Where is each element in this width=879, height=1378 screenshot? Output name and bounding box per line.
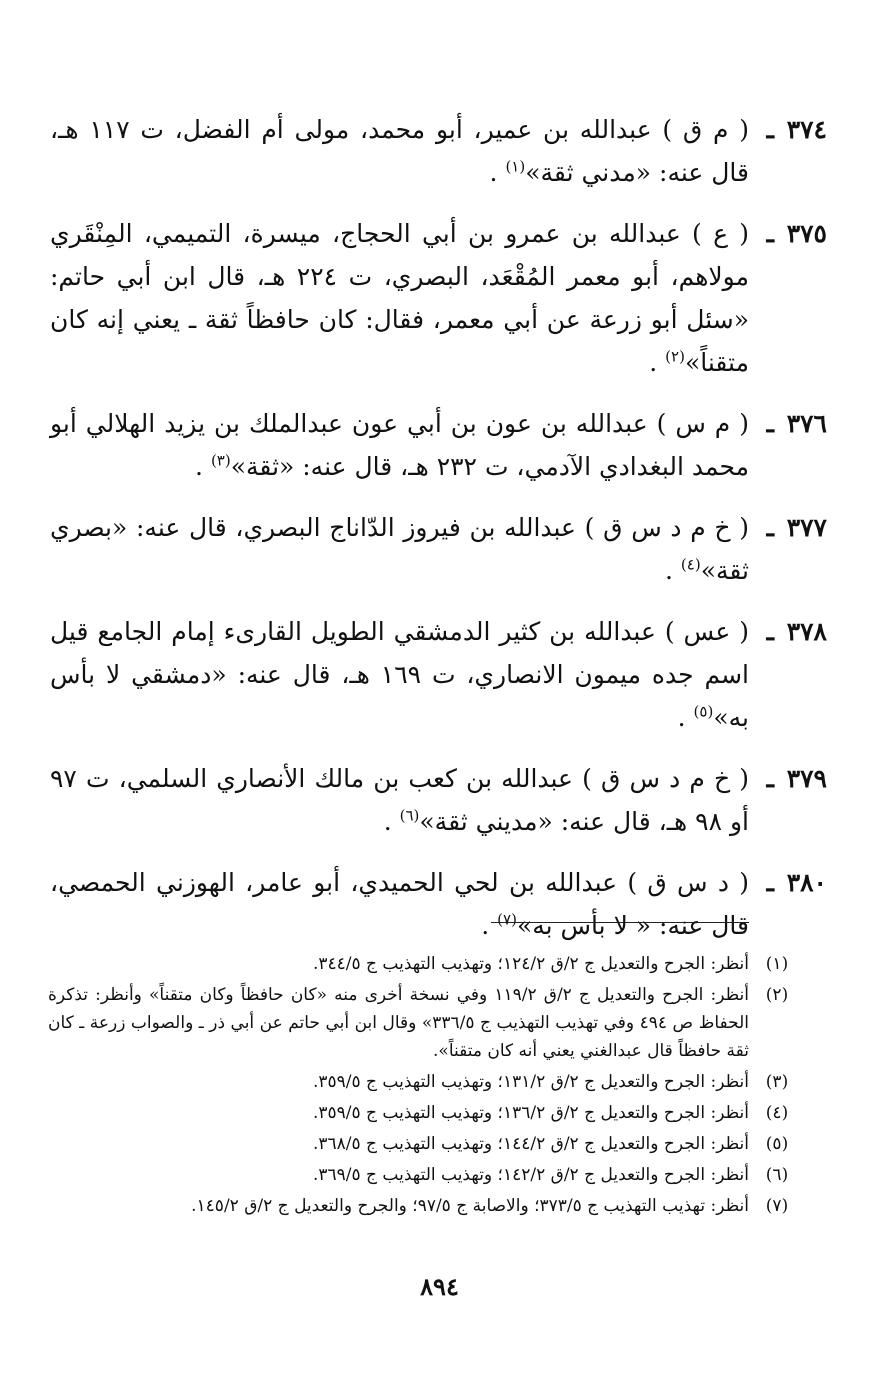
footnote-text: أنظر: الجرح والتعديل ج ٢/ق ١٢٤/٢؛ وتهذيب التهذيب ج ٣٤٤/٥.	[312, 954, 749, 974]
footnote-reference[interactable]: (٦)	[399, 806, 420, 825]
footnote-3	[48, 1068, 789, 1096]
footnote-6	[48, 1161, 789, 1189]
footnote-5	[48, 1130, 789, 1158]
footnote-2	[48, 981, 789, 1065]
footnotes	[48, 950, 789, 1223]
entry-number: ٣٧٧ ـ	[766, 513, 827, 542]
entry-text: ( د س ق ) عبدالله بن لحي الحميدي، أبو عامر، الهوزني الحمصي، قال عنه: « لا بأس به»$^{(٧)}$ .	[50, 868, 749, 940]
entry-number: ٣٧٥ ـ	[766, 219, 827, 248]
footnote-reference[interactable]: (٧)	[497, 910, 517, 929]
entry-number: ٣٧٨ ـ	[766, 617, 827, 646]
footnote-divider	[491, 922, 749, 923]
footnote-reference[interactable]: (٤)	[680, 555, 701, 574]
footnote-7	[48, 1192, 789, 1220]
entry-text: ( خ م د س ق ) عبدالله بن فيروز الدّاناج البصري، قال عنه: «بصري ثقة»$^{(٤)}$ .	[50, 513, 749, 585]
footnote-reference[interactable]: (٣)	[210, 451, 231, 470]
footnote-number: (٥)	[765, 1134, 789, 1154]
entry-text: ( ع ) عبدالله بن عمرو بن أبي الحجاج، ميسرة، التميمي، المِنْقَري مولاهم، أبو معمر المُقْعَد، البصري، ت ٢٢٤ هـ، قال ابن أبي حاتم: «سئل أبو زرعة عن أبي معمر، فقال: كان حافظاً ثقة ـ يعني إنه كان متقناً»$^{(٢)}$ .	[50, 219, 749, 377]
footnote-text: أنظر: الجرح والتعديل ج ٢/ق ١٣١/٢؛ وتهذيب التهذيب ج ٣٥٩/٥.	[312, 1072, 749, 1092]
entry-375	[50, 212, 827, 384]
entry-number: ٣٨٠ ـ	[766, 868, 827, 897]
footnote-number: (٣)	[765, 1072, 789, 1092]
footnote-text: أنظر: تهذيب التهذيب ج ٣٧٣/٥؛ والاصابة ج ٩٧/٥؛ والجرح والتعديل ج ٢/ق ١٤٥/٢.	[191, 1196, 749, 1216]
footnote-text: أنظر: الجرح والتعديل ج ٢/ق ١٤٤/٢؛ وتهذيب التهذيب ج ٣٦٨/٥.	[312, 1134, 749, 1154]
narrator-entries	[50, 108, 827, 965]
entry-number: ٣٧٦ ـ	[766, 409, 827, 438]
page-number: ٨٩٤	[420, 1272, 459, 1301]
footnote-number: (٧)	[765, 1196, 789, 1216]
footnote-1	[48, 950, 789, 978]
entry-379	[50, 757, 827, 843]
footnote-number: (٦)	[765, 1165, 789, 1185]
footnote-reference[interactable]: (٥)	[693, 702, 714, 721]
footnote-text: أنظر: الجرح والتعديل ج ٢/ق ١٣٦/٢؛ وتهذيب التهذيب ج ٣٥٩/٥.	[312, 1103, 749, 1123]
footnote-text: أنظر: الجرح والتعديل ج ٢/ق ١٤٢/٢؛ وتهذيب التهذيب ج ٣٦٩/٥.	[312, 1165, 749, 1185]
entry-text: ( عس ) عبدالله بن كثير الدمشقي الطويل القارىء إمام الجامع قيل اسم جده ميمون الانصاري، ت ١٦٩ هـ، قال عنه: «دمشقي لا بأس به»$^{(٥)}$ .	[50, 617, 750, 732]
entry-380	[50, 861, 827, 947]
entry-text: ( م ق ) عبدالله بن عمير، أبو محمد، مولى أم الفضل، ت ١١٧ هـ، قال عنه: «مدني ثقة»$^{(١)}$ .	[50, 115, 750, 187]
entry-376	[50, 402, 827, 488]
footnote-reference[interactable]: (٢)	[665, 347, 685, 366]
footnote-number: (٤)	[765, 1103, 789, 1123]
entry-text: ( خ م د س ق ) عبدالله بن كعب بن مالك الأنصاري السلمي، ت ٩٧ أو ٩٨ هـ، قال عنه: «مديني ثقة»$^{(٦)}$ .	[50, 764, 749, 836]
footnote-number: (١)	[765, 954, 789, 974]
entry-text: ( م س ) عبدالله بن عون بن أبي عون عبدالملك بن يزيد الهلالي أبو محمد البغدادي الآدمي، ت ٢٣٢ هـ، قال عنه: «ثقة»$^{(٣)}$ .	[50, 409, 749, 481]
entry-378	[50, 610, 827, 739]
footnote-4	[48, 1099, 789, 1127]
entry-377	[50, 506, 827, 592]
footnote-number: (٢)	[765, 985, 789, 1005]
entry-374	[50, 108, 827, 194]
footnote-reference[interactable]: (١)	[505, 157, 526, 176]
entry-number: ٣٧٩ ـ	[766, 764, 827, 793]
footnote-text: أنظر: الجرح والتعديل ج ٢/ق ١١٩/٢ وفي نسخة أخرى منه «كان حافظاً وكان متقناً» وأنظر: تذكرة الحفاظ ص ٤٩٤ وفي تهذيب التهذيب ج ٣٣٦/٥» وقال ابن أبي حاتم عن أبي ذر ـ والصواب زرعة ـ كان ثقة حافظاً قال عبدالغني يعني أنه كان متقناً».	[48, 985, 749, 1061]
entry-number: ٣٧٤ ـ	[766, 115, 827, 144]
